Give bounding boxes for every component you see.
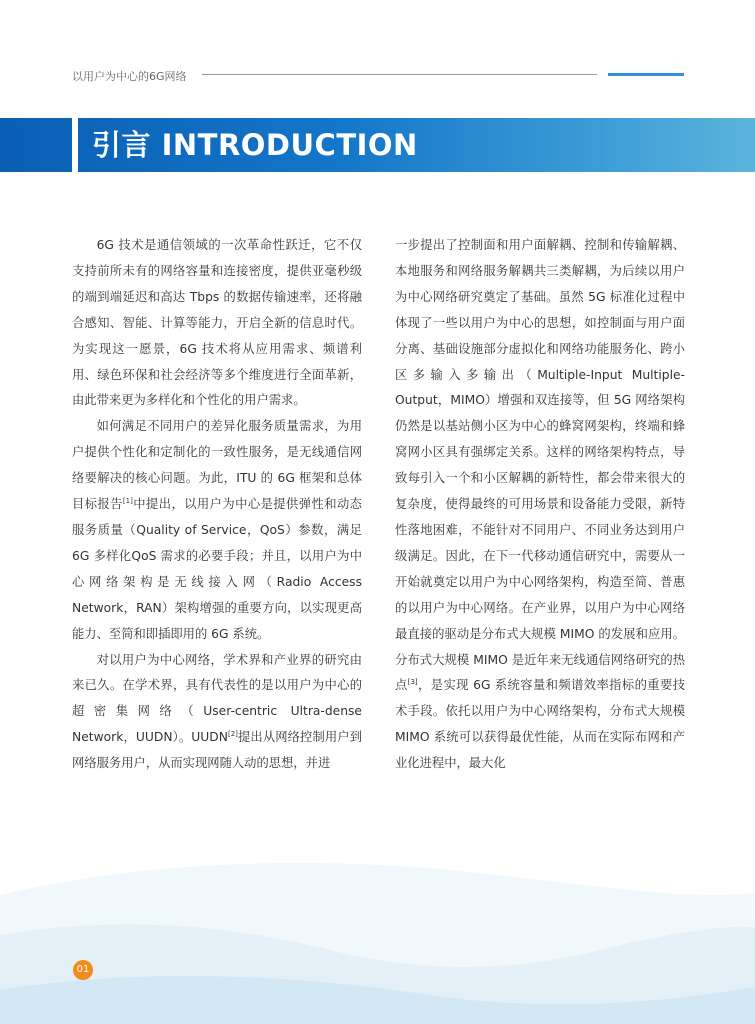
citation-3[interactable]: [3]: [407, 678, 418, 687]
citation-1[interactable]: [1]: [122, 496, 133, 505]
banner-marker: [72, 118, 78, 172]
right-paragraph-1-text-a: 一步提出了控制面和用户面解耦、控制和传输解耦、本地服务和网络服务解耦共三类解耦，为后续以用户为中心网络研究奠定了基础。虽然 5G 标准化过程中体现了一些以用户为中心的思想，如控制面与用户面分离、基础设施部分虚拟化和网络功能服务化、跨小区多输入多输出（Multiple-Input Multiple-Output，MIMO）增强和双连接等，但 5G 网络架构仍然是以基站侧小区为中心的蜂窝网架构，终端和蜂窝网小区具有强绑定关系。这样的网络架构特点，导致每引入一个和小区解耦的新特性，都会带来很大的复杂度，使得最终的可用场景和设备能力受限，新特性落地困难，不能针对不同用户、不同业务达到用户级满足。因此，在下一代移动通信研究中，需要从一开始就奠定以用户为中心网络架构，构造至简、普惠的以用户为中心网络。在产业界，以用户为中心网络最直接的驱动是分布式大规模 MIMO 的发展和应用。分布式大规模 MIMO 是近年来无线通信网络研究的热点: [395, 238, 685, 693]
right-paragraph-1-text-b: ，是实现 6G 系统容量和频谱效率指标的重要技术手段。依托以用户为中心网络架构，分布式大规模 MIMO 系统可以获得最优性能，从而在实际布网和产业化进程中，最大化: [395, 678, 685, 771]
left-paragraph-2-text-a: 如何满足不同用户的差异化服务质量需求，为用户提供个性化和定制化的一致性服务，是无线通信网络要解决的核心问题。为此，ITU 的 6G 框架和总体目标报告: [72, 419, 362, 512]
citation-2[interactable]: [2]: [227, 730, 238, 739]
left-paragraph-3: [72, 648, 362, 778]
right-column: [395, 233, 685, 777]
section-title: 引言 INTRODUCTION: [92, 128, 418, 162]
header-accent-bar: [608, 73, 684, 76]
left-column: [72, 233, 362, 777]
running-header-title: 以用户为中心的6G网络: [72, 70, 187, 83]
page-number-badge: 01: [73, 960, 93, 980]
left-paragraph-1: 6G 技术是通信领域的一次革命性跃迁，它不仅支持前所未有的网络容量和连接密度，提供亚毫秒级的端到端延迟和高达 Tbps 的数据传输速率，还将融合感知、智能、计算等能力，开启全新的信息时代。为实现这一愿景，6G 技术将从应用需求、频谱利用、绿色环保和社会经济等多个维度进行全面革新，由此带来更为多样化和个性化的用户需求。: [72, 238, 362, 408]
right-paragraph-1: [395, 233, 685, 777]
left-paragraph-2: [72, 414, 362, 647]
header-rule: [202, 74, 597, 75]
left-paragraph-3-text-b: 提出从网络控制用户到网络服务用户，从而实现网随人动的思想，并进: [72, 730, 362, 771]
left-paragraph-3-text-a: 对以用户为中心网络，学术界和产业界的研究由来已久。在学术界，具有代表性的是以用户为中心的超密集网络（User-centric Ultra-dense Network，UUDN）。UUDN: [72, 652, 362, 745]
left-paragraph-2-text-b: 中提出，以用户为中心是提供弹性和动态服务质量（Quality of Service，QoS）参数，满足 6G 多样化QoS 需求的必要手段；并且，以用户为中心网络架构是无线接入网（Radio Access Network，RAN）架构增强的重要方向，以实现更高能力、至简和即插即用的 6G 系统。: [72, 497, 362, 641]
footer-wave-decoration: [0, 855, 755, 1024]
